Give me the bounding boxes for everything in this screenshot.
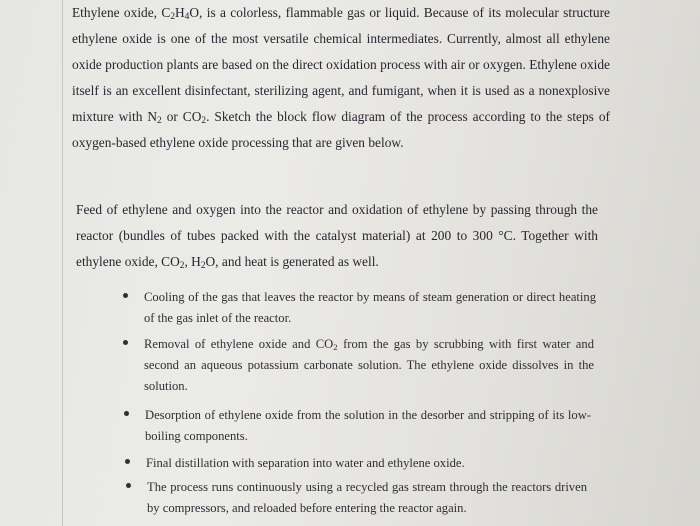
intro-paragraph [72, 0, 610, 156]
intro-text-5: . Sketch the block flow diagram of the process according to the steps of oxygen-based ethylene oxide processing that are given below. [72, 109, 611, 150]
intro-sub-4: 2 [201, 115, 207, 126]
intro-text-3: O, is a colorless, flammable gas or liquid. Because of its molecular structure ethylene oxide is one of the most versatile chemical intermediates. Currently, almost all ethylene oxide production plants are based on the direct oxidation process with air or oxygen. Ethylene oxide itself is an excellent disinfectant, sterilizing agent, and fumigant, when it is used as a nonexplosive mixture with N [72, 5, 610, 124]
intro-sub-3: 2 [157, 115, 162, 126]
feed-sub-1: 2 [179, 260, 185, 271]
feed-paragraph[interactable] [76, 197, 598, 275]
step-removal-text-1: Removal of ethylene oxide and CO [144, 337, 334, 351]
bullet-icon [124, 411, 129, 416]
feed-text-1: Feed of ethylene and oxygen into the reactor and oxidation of ethylene by passing through the reactor (bundles of tubes packed with the catalyst material) at 200 to 300 °C. Together with ethylene oxide, CO [76, 202, 598, 269]
bullet-icon [125, 459, 130, 464]
step-removal-sub: 2 [333, 341, 338, 352]
step-removal-text [144, 334, 594, 397]
intro-text-4: or CO [161, 109, 202, 124]
step-distillation-text: Final distillation with separation into water and ethylene oxide. [146, 456, 465, 470]
bullet-icon [126, 483, 131, 488]
bullet-icon [123, 340, 128, 345]
page-edge-divider [62, 0, 63, 526]
intro-sub-1: 2 [170, 11, 175, 22]
intro-text-2: H [175, 5, 185, 20]
step-removal-text-2: from the gas by scrubbing with first water and second an aqueous potassium carbonate solution. The ethylene oxide dissolves in the solution. [144, 337, 594, 393]
bullet-icon [123, 293, 128, 298]
step-cooling-text: Cooling of the gas that leaves the reactor by means of steam generation or direct heating of the gas inlet of the reactor. [144, 290, 596, 325]
step-desorption-text: Desorption of ethylene oxide from the solution in the desorber and stripping of its low-boiling components. [145, 408, 591, 443]
intro-text-1: Ethylene oxide, C [72, 5, 171, 20]
intro-sub-2: 4 [184, 11, 190, 22]
step-recycle-text: The process runs continuously using a recycled gas stream through the reactors driven by compressors, and reloaded before entering the reactor again. [147, 480, 587, 515]
feed-sub-2: 2 [200, 260, 206, 271]
feed-text-2: , H [184, 254, 201, 269]
feed-text-3: O, and heat is generated as well. [205, 254, 379, 269]
